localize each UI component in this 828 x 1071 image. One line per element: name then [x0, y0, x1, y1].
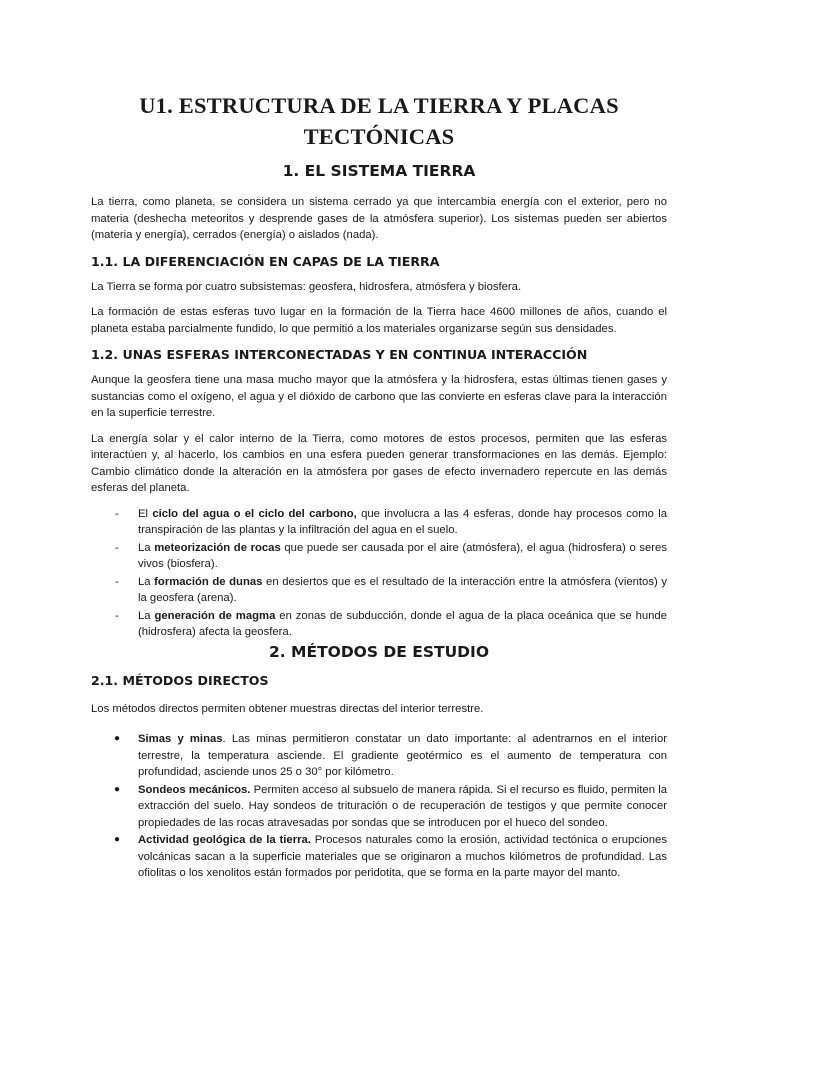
- highlighted-term: Actividad geológica de la tierra.: [138, 834, 311, 846]
- list-item: ● Sondeos mecánicos. Permiten acceso al subsuelo de manera rápida. Si el recurso es fluido, permiten la extracción del suelo. Hay sondeos de trituración o de recuperación de testigos y que permite conocer propiedades de las rocas atravesadas por sondas que se introducen por el hueco del sondeo.: [114, 783, 667, 829]
- dash-bullet: -: [115, 575, 119, 588]
- highlighted-term: meteorización de rocas: [154, 541, 281, 554]
- highlighted-term: Sondeos mecánicos.: [138, 783, 251, 796]
- highlighted-term: formación de dunas: [154, 575, 263, 588]
- esferas-examples-list: [91, 506, 667, 641]
- highlighted-term: generación de magma: [154, 609, 276, 622]
- round-bullet: ●: [114, 834, 121, 845]
- list-item: - La meteorización de rocas que puede ser causada por el aire (atmósfera), el agua (hidrosfera) o seres vivos (biosfera).: [115, 541, 667, 570]
- subsection-1-1-paragraph-2: La formación de estas esferas tuvo lugar en la formación de la Tierra hace 4600 millones de años, cuando el planeta estaba parcialmente fundido, lo que permitió a los materiales organizarse según sus densidades.: [91, 306, 667, 335]
- direct-methods-list: [91, 731, 667, 882]
- highlighted-term: Simas y minas: [138, 733, 223, 745]
- section-1-heading: 1. EL SISTEMA TIERRA: [282, 162, 476, 180]
- list-item: ● Actividad geológica de la tierra. Procesos naturales como la erosión, actividad tectónica o erupciones volcánicas sacan a la superficie materiales que se originaron a muchos kilómetros de profundidad. Las ofiolitas o los xenolitos están formados por peridotita, que se forma en la parte mayor del manto.: [114, 834, 667, 879]
- dash-bullet: -: [115, 507, 119, 520]
- subsection-1-2-paragraph-2: La energía solar y el calor interno de la Tierra, como motores de estos procesos, permiten que las esferas interactúen y, al hacerlo, los cambios en una esfera pueden generar transformaciones en las demás. Ejemplo: Cambio climático donde la alteración en la atmósfera por gases de efecto invernadero repercute en las demás esferas del planeta.: [91, 432, 667, 494]
- highlighted-term: ciclo del agua o el ciclo del carbono,: [152, 507, 357, 520]
- document-title: [91, 90, 667, 152]
- subsection-1-2-paragraph-1: Aunque la geosfera tiene una masa mucho mayor que la atmósfera y la hidrosfera, estas últimas tienen gases y sustancias como el oxígeno, el agua y el dióxido de carbono que las convierte en esferas clave para la interacción en la superficie terrestre.: [91, 374, 667, 419]
- subsection-1-1-paragraph-1: La Tierra se forma por cuatro subsistemas: geosfera, hidrosfera, atmósfera y biosfera.: [91, 280, 522, 293]
- document-page: [91, 90, 667, 882]
- section-2-heading: 2. MÉTODOS DE ESTUDIO: [268, 642, 489, 661]
- section-1-intro: La tierra, como planeta, se considera un sistema cerrado ya que intercambia energía con el exterior, pero no materia (deshecha meteoritos y desprende gases de la atmósfera superior). Los sistemas pueden ser abiertos (materia y energía), cerrados (energía) o aislados (nada).: [91, 196, 667, 241]
- document-title-line-2: TECTÓNICAS: [303, 124, 455, 149]
- round-bullet: ●: [114, 783, 121, 795]
- list-item: - La generación de magma en zonas de subducción, donde el agua de la placa oceánica que se hunde (hidrosfera) afecta la geosfera.: [115, 609, 667, 638]
- document-title-line-1: U1. ESTRUCTURA DE LA TIERRA Y PLACAS: [139, 93, 619, 118]
- subsection-1-1-heading: 1.1. LA DIFERENCIACIÓN EN CAPAS DE LA TIERRA: [91, 253, 440, 269]
- round-bullet: ●: [114, 733, 121, 744]
- list-item: - La formación de dunas en desiertos que es el resultado de la interacción entre la atmósfera (vientos) y la geosfera (arena).: [115, 575, 667, 604]
- list-item: ● Simas y minas. Las minas permitieron constatar un dato importante: al adentrarnos en el interior terrestre, la temperatura asciende. El gradiente geotérmico es el aumento de temperatura con profundidad, asciende unos 25 o 30° por kilómetro.: [114, 733, 667, 778]
- dash-bullet: -: [115, 541, 119, 554]
- subsection-2-1-heading: 2.1. MÉTODOS DIRECTOS: [91, 672, 269, 688]
- list-item: - El ciclo del agua o el ciclo del carbono, que involucra a las 4 esferas, donde hay procesos como la transpiración de las plantas y la infiltración del agua en el suelo.: [115, 507, 667, 536]
- dash-bullet: -: [115, 609, 119, 622]
- subsection-2-1-intro: Los métodos directos permiten obtener muestras directas del interior terrestre.: [91, 702, 484, 715]
- subsection-1-2-heading: 1.2. UNAS ESFERAS INTERCONECTADAS Y EN CONTINUA INTERACCIÓN: [91, 347, 588, 362]
